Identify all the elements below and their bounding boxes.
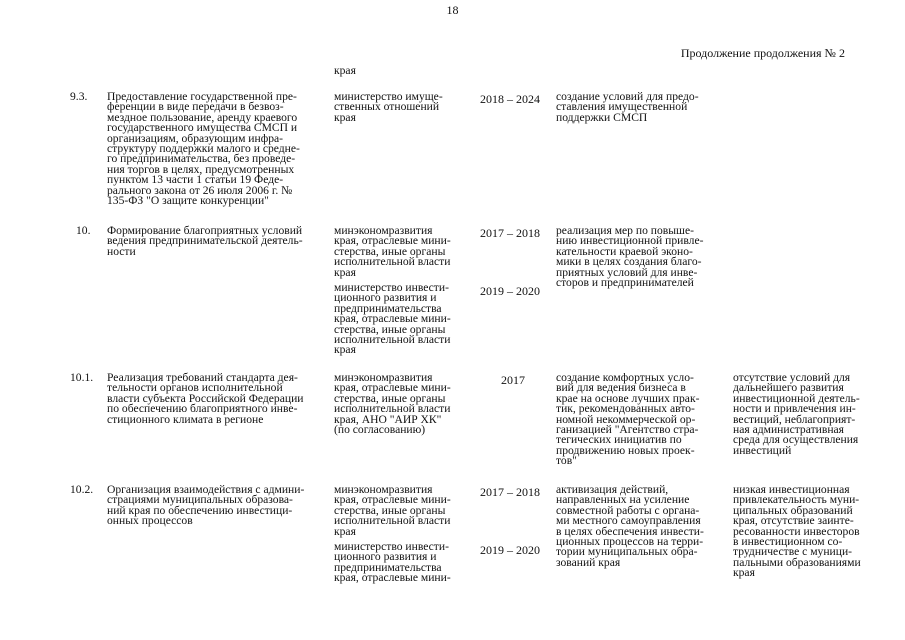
page-number: 18 <box>446 3 459 17</box>
executor: минэкономразвития края, отраслевые мини- стерства, иные органы исполнительной власти края <box>334 483 451 538</box>
executor-secondary: министерство инвести- ционного развития и предпринимательства края, отраслевые мини- стерства, иные органы исполнительной власти края <box>334 281 451 357</box>
measure-name: Реализация требований стандарта дея- тельности органов исполнительной власти субъекта Российской Федерации по обеспечению благоприятного инве- стиционного климата в регионе <box>107 371 304 426</box>
expected-result: активизация действий, направленных на усиление совместной работы с органа- ми местного самоуправления в целях обеспечения инвести- ционных процессов на терри- тории муниципальных обра- зований края <box>556 483 704 569</box>
expected-result: реализация мер по повыше- нию инвестиционной привле- кательности краевой эконо- мики в целях создания благо- приятных условий для инве- сторов и предпринимателей <box>556 224 704 290</box>
implementation-period: 2017 – 2018 <box>480 485 540 499</box>
row-number: 10.1. <box>70 371 94 384</box>
measure-name: Предоставление государственной пре- ференции в виде передачи в безвоз- мездное пользование, аренду краевого государственного имущества СМСП и организациям, образующим инфра- структуру поддержки малого и средне- го предпринимательства, без проведе- ния торгов в целях, предусмотренных пунктом 13 части 1 статьи 19 Феде- рального закона от 26 июля 2006 г. № 135-ФЗ "О защите конкуренции" <box>107 90 300 208</box>
top-fragment-text: края <box>334 64 356 77</box>
expected-result: создание комфортных усло- вий для ведения бизнеса в крае на основе лучших прак- тик, рекомендованных авто- номной некоммерческой ор- ганизацией "Агентство стра- тегических инициатив по продвижению новых проек- тов" <box>556 371 700 468</box>
consequence-of-non-implementation: отсутствие условий для дальнейшего развития инвестиционной деятель- ности и привлечения ин- вестиций, неблагоприят- ная административная среда для осуществления инвестиций <box>733 371 860 457</box>
row-number: 10.2. <box>70 483 94 496</box>
implementation-period-secondary: 2019 – 2020 <box>480 543 540 557</box>
executor: минэкономразвития края, отраслевые мини- стерства, иные органы исполнительной власти края, АНО "АИР ХК" (по согласованию) <box>334 371 451 437</box>
executor: минэкономразвития края, отраслевые мини- стерства, иные органы исполнительной власти края <box>334 224 451 279</box>
expected-result: создание условий для предо- ставления имущественной поддержки СМСП <box>556 90 699 124</box>
measure-name: Формирование благоприятных условий ведения предпринимательской деятель- ности <box>107 224 303 258</box>
implementation-period-secondary: 2019 – 2020 <box>480 284 540 298</box>
measure-name: Организация взаимодействия с админи- страциями муниципальных образова- ний края по обеспечению инвестици- онных процессов <box>107 483 305 528</box>
row-number: 10. <box>76 224 91 237</box>
executor: министерство имуще- ственных отношений края <box>334 90 443 124</box>
row-number: 9.3. <box>70 90 88 103</box>
implementation-period: 2018 – 2024 <box>480 92 540 106</box>
continuation-label: Продолжение продолжения № 2 <box>680 46 845 60</box>
implementation-period: 2017 <box>501 373 525 387</box>
consequence-of-non-implementation: низкая инвестиционная привлекательность муни- ципальных образований края, отсутствие заинте- ресованности инвесторов в инвестиционном со- трудничестве с муници- пальными образованиями края <box>733 483 861 580</box>
executor-secondary: министерство инвести- ционного развития и предпринимательства края, отраслевые мини- <box>334 540 451 585</box>
implementation-period: 2017 – 2018 <box>480 226 540 240</box>
